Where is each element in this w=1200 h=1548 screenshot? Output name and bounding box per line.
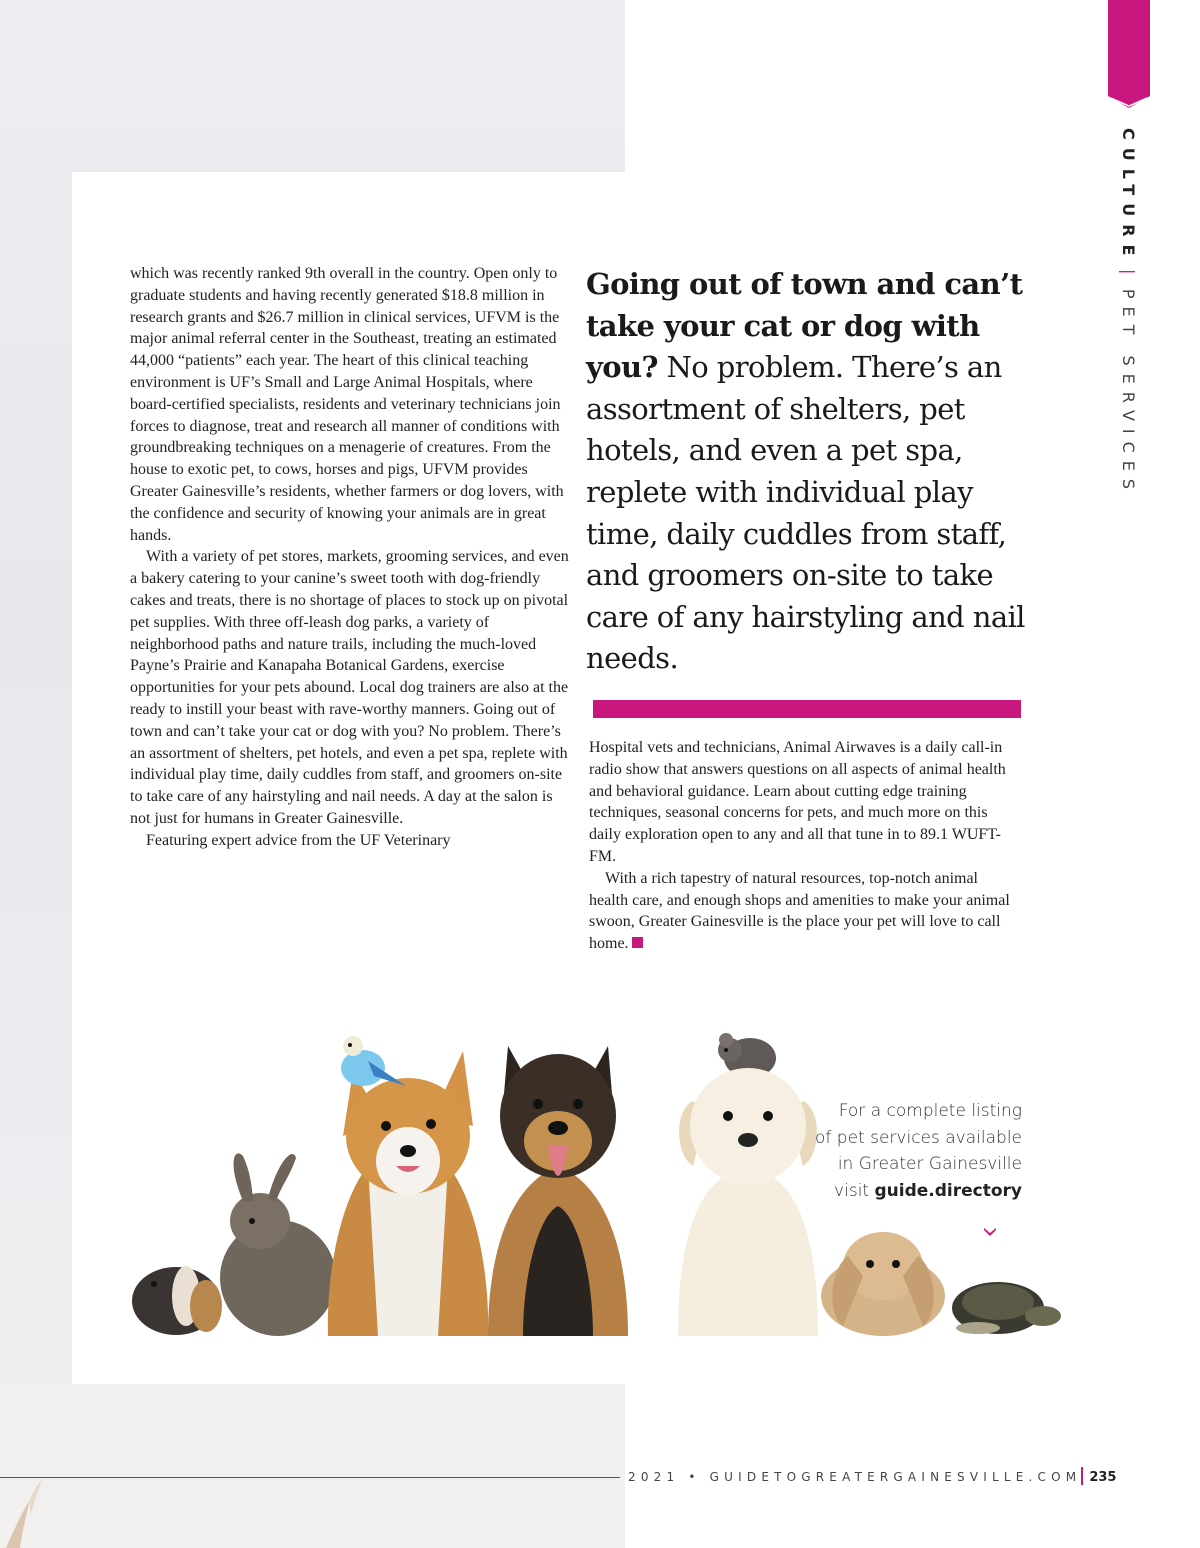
feather-decoration [0,1460,60,1548]
directory-link[interactable]: guide.directory [874,1180,1022,1201]
section-separator: | [1119,269,1138,283]
accent-bar [593,700,1021,718]
listing-line: of pet services available [815,1127,1022,1148]
body-column-left [130,263,570,852]
listing-line: For a complete listing [838,1101,1022,1121]
page-number: 235 [1089,1470,1117,1485]
listing-visit-line [790,1178,1022,1205]
footer-bullet: • [688,1470,701,1484]
pull-quote-bold: Going out of town and can’t take your cat or dog with you? [586,267,1023,385]
guinea-pig-illustration [132,1266,222,1335]
chevron-down-icon [983,1228,997,1238]
section-primary: CULTURE [1119,128,1138,264]
rabbit-illustration [220,1153,336,1336]
body-paragraph: With a variety of pet stores, markets, grooming services, and even a bakery catering to your canine’s sweet tooth with dog-friendly cakes and treats, there is no shortage of places to stock up on pivotal pet supplies. With three off-leash dog parks, a variety of neighborhood paths and nature trails, including the much-loved Payne’s Prairie and Kanapaha Botanical Gardens, exercise opportunities for your pets abound. Local dog trainers are also at the ready to instill your beast with rave-worthy manners. Going out of town and can’t take your cat or dog with you? No problem. There’s an assortment of shelters, pet hotels, and even a pet spa, replete with individual play time, daily cuddles from staff, and groomers on-site to take care of any hairstyling and nail needs. A day at the salon is not just for humans in Greater Gainesville. [130,548,569,827]
footer-site: GUIDETOGREATERGAINESVILLE.COM [709,1470,1082,1484]
lop-rabbit-illustration [821,1232,945,1336]
footer-divider [1081,1467,1083,1485]
german-shepherd-puppy-illustration [488,1046,628,1336]
pull-quote [586,264,1026,680]
body-column-right [589,737,1021,955]
body-paragraph: Featuring expert advice from the UF Veterinary [146,831,451,849]
listing-visit-text: visit [834,1180,875,1201]
body-paragraph-text: With a rich tapestry of natural resources, top-notch animal health care, and enough shops and amenities to make your animal swoon, Greater Gainesville is the place your pet will love to call home. [589,869,1010,953]
page-footer [628,1467,1116,1487]
listing-callout [790,1098,1022,1204]
section-tab-ribbon [1108,0,1150,108]
body-paragraph: Hospital vets and technicians, Animal Airwaves is a daily call-in radio show that answers questions on all aspects of animal health and behavioral guidance. Learn about cutting edge training techniques, seasonal concerns for pets, and much more on this daily exploration open to any and all that tune in to 89.1 WUFT-FM. [589,739,1006,865]
footer-year: 2021 [628,1470,680,1484]
listing-line: in Greater Gainesville [837,1154,1022,1174]
body-paragraph [589,868,1021,955]
body-paragraph: which was recently ranked 9th overall in the country. Open only to graduate students and having recently generated $18.8 million in research grants and $26.7 million in clinical services, UFVM is the major animal referral center in the Southeast, treating an estimated 44,000 “patients” each year. The heart of this clinical teaching environment is UF’s Small and Large Animal Hospitals, where board-certified specialists, residents and veterinary technicians join forces to diagnose, treat and research all manner of conditions with groundbreaking techniques on a menagerie of creatures. From the house to exotic pet, to cows, horses and pigs, UFVM provides Greater Gainesville’s residents, whether farmers or dog lovers, with the confidence and security of knowing your animals are in great hands. [130,265,564,544]
section-secondary: PET SERVICES [1119,288,1138,498]
turtle-illustration [952,1282,1061,1334]
section-label [1119,128,1138,497]
budgie-illustration [341,1036,406,1086]
pull-quote-regular: No problem. There’s an assortment of shelters, pet hotels, and even a pet spa, replete with individual play time, daily cuddles from staff, and groomers on-site to take care of any hairstyling and nail needs. [586,350,1025,676]
square-icon [632,937,643,948]
footer-rule [0,1477,620,1478]
corgi-illustration [328,1051,488,1336]
